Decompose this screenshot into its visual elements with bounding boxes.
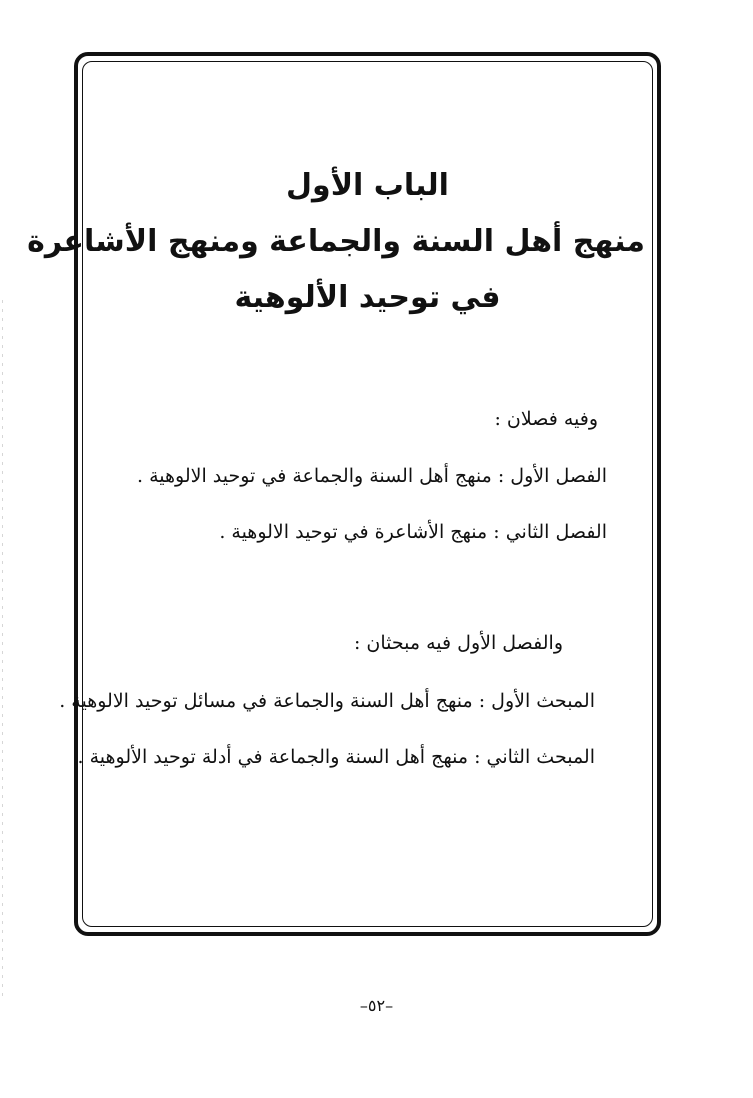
chapter-subtitle-line-1: منهج أهل السنة والجماعة ومنهج الأشاعرة [27, 224, 645, 259]
chapter-item-1: الفصل الأول : منهج أهل السنة والجماعة في توحيد الالوهية . [137, 465, 607, 487]
chapter-title: الباب الأول [286, 168, 449, 203]
chapter-item-2: الفصل الثاني : منهج الأشاعرة في توحيد الالوهية . [219, 521, 607, 543]
section-item-1: المبحث الأول : منهج أهل السنة والجماعة في مسائل توحيد الالوهية . [59, 690, 595, 712]
scan-edge-artifact [2, 300, 3, 1000]
chapters-intro: وفيه فصلان : [494, 408, 598, 430]
section-item-2: المبحث الثاني : منهج أهل السنة والجماعة في أدلة توحيد الألوهية . [77, 746, 595, 768]
sections-intro: والفصل الأول فيه مبحثان : [353, 632, 563, 654]
page-number: –٥٢– [359, 996, 394, 1015]
chapter-subtitle-line-2: في توحيد الألوهية [234, 280, 501, 315]
